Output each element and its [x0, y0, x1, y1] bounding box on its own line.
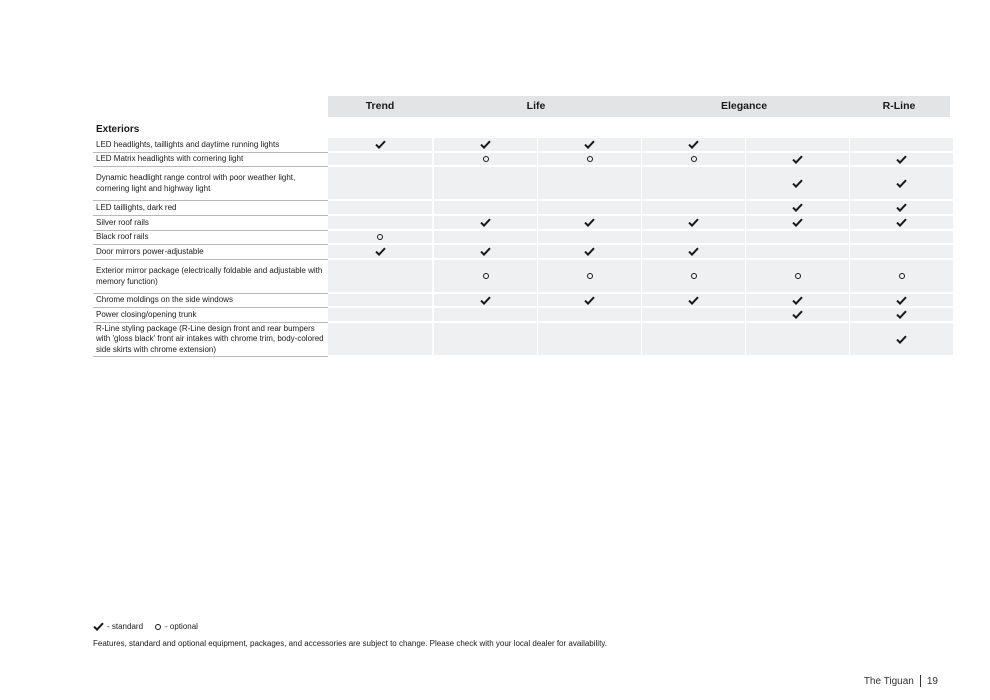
- feature-cell: [641, 153, 745, 165]
- standard-check-icon: [688, 218, 699, 227]
- feature-cell: [433, 153, 537, 165]
- optional-circle-icon: [483, 156, 489, 162]
- standard-check-icon: [896, 179, 907, 188]
- table-row: [93, 231, 950, 245]
- feature-cells: [328, 138, 950, 153]
- feature-label: Door mirrors power-adjustable: [96, 246, 204, 256]
- table-row: [93, 216, 950, 231]
- optional-circle-icon: [155, 624, 161, 630]
- feature-cells: [328, 245, 950, 260]
- feature-cells: [328, 201, 950, 216]
- standard-check-icon: [688, 140, 699, 149]
- feature-cell: [328, 308, 432, 321]
- table-row: [93, 308, 950, 323]
- feature-cell: [745, 323, 849, 355]
- legend: [93, 622, 198, 631]
- feature-cell: [745, 201, 849, 214]
- feature-cells: [328, 153, 950, 167]
- feature-cell: [433, 231, 537, 243]
- optional-circle-icon: [377, 234, 383, 240]
- feature-cell: [537, 153, 641, 165]
- standard-check-icon: [480, 296, 491, 305]
- feature-cell: [745, 216, 849, 229]
- standard-check-icon: [896, 203, 907, 212]
- standard-check-icon: [375, 140, 386, 149]
- standard-check-icon: [896, 335, 907, 344]
- feature-cells: [328, 260, 950, 294]
- feature-label-cell: [93, 201, 328, 216]
- standard-check-icon: [792, 296, 803, 305]
- table-row: [93, 245, 950, 260]
- table-row: [93, 167, 950, 201]
- feature-cell: [537, 231, 641, 243]
- feature-label: Silver roof rails: [96, 217, 149, 227]
- table-row: [93, 294, 950, 308]
- feature-cell: [641, 216, 745, 229]
- feature-label-cell: [93, 260, 328, 294]
- section-title: Exteriors: [96, 124, 140, 135]
- feature-cell: [328, 260, 432, 292]
- standard-check-icon: [896, 310, 907, 319]
- table-row: [93, 153, 950, 167]
- feature-cell: [849, 260, 953, 292]
- page-footer: [864, 675, 938, 687]
- legend-standard: - standard: [107, 622, 144, 631]
- feature-label: Black roof rails: [96, 232, 149, 242]
- feature-cell: [328, 323, 432, 355]
- table-row: [93, 323, 950, 357]
- feature-cells: [328, 167, 950, 201]
- standard-check-icon: [688, 247, 699, 256]
- feature-label-cell: [93, 167, 328, 201]
- feature-cell: [537, 294, 641, 306]
- footer-divider: [920, 675, 921, 687]
- feature-cell: [641, 308, 745, 321]
- feature-cell: [328, 294, 432, 306]
- standard-check-icon: [375, 247, 386, 256]
- feature-label-cell: [93, 153, 328, 167]
- feature-cell: [849, 308, 953, 321]
- feature-cell: [328, 138, 432, 151]
- feature-label: Exterior mirror package (electrically foldable and adjustable with memory function): [96, 266, 323, 286]
- feature-label-cell: [93, 231, 328, 245]
- standard-check-icon: [584, 140, 595, 149]
- feature-cell: [433, 216, 537, 229]
- feature-cell: [537, 245, 641, 258]
- feature-cell: [745, 167, 849, 199]
- feature-label: Dynamic headlight range control with poor weather light, cornering light and highway light: [96, 173, 296, 193]
- table-row: [93, 138, 950, 153]
- feature-label: LED taillights, dark red: [96, 202, 177, 212]
- feature-cell: [745, 153, 849, 165]
- feature-cell: [849, 201, 953, 214]
- footer-title: The Tiguan: [863, 675, 914, 687]
- standard-check-icon: [792, 310, 803, 319]
- feature-cell: [328, 216, 432, 229]
- feature-cell: [328, 201, 432, 214]
- feature-cells: [328, 323, 950, 357]
- feature-cell: [745, 260, 849, 292]
- feature-label-cell: [93, 308, 328, 323]
- feature-cell: [328, 231, 432, 243]
- column-header-life: Life: [526, 100, 546, 112]
- feature-cell: [849, 245, 953, 258]
- feature-cell: [537, 138, 641, 151]
- feature-cell: [641, 294, 745, 306]
- feature-cell: [433, 167, 537, 199]
- standard-check-icon: [792, 218, 803, 227]
- feature-cell: [433, 260, 537, 292]
- standard-check-icon: [792, 179, 803, 188]
- standard-check-icon: [93, 622, 104, 631]
- feature-label-cell: [93, 323, 328, 357]
- feature-cell: [641, 245, 745, 258]
- optional-circle-icon: [795, 273, 801, 279]
- feature-cell: [537, 308, 641, 321]
- feature-cell: [641, 138, 745, 151]
- feature-cells: [328, 308, 950, 323]
- feature-label: LED headlights, taillights and daytime running lights: [96, 139, 280, 149]
- standard-check-icon: [584, 247, 595, 256]
- feature-cell: [745, 308, 849, 321]
- feature-cell: [745, 138, 849, 151]
- standard-check-icon: [584, 218, 595, 227]
- feature-cell: [328, 153, 432, 165]
- feature-cell: [433, 323, 537, 355]
- feature-cell: [433, 245, 537, 258]
- standard-check-icon: [480, 247, 491, 256]
- feature-cell: [745, 294, 849, 306]
- optional-circle-icon: [587, 273, 593, 279]
- feature-cell: [537, 216, 641, 229]
- feature-cells: [328, 231, 950, 245]
- feature-cell: [641, 323, 745, 355]
- standard-check-icon: [896, 218, 907, 227]
- feature-cell: [849, 231, 953, 243]
- feature-cells: [328, 294, 950, 308]
- optional-circle-icon: [899, 273, 905, 279]
- feature-cell: [745, 231, 849, 243]
- table-header: [328, 96, 950, 117]
- column-header-trend: Trend: [365, 100, 395, 112]
- column-header-r-line: R-Line: [882, 100, 916, 112]
- feature-cell: [849, 138, 953, 151]
- optional-circle-icon: [691, 273, 697, 279]
- feature-cell: [745, 245, 849, 258]
- optional-circle-icon: [691, 156, 697, 162]
- feature-cell: [433, 138, 537, 151]
- feature-label: LED Matrix headlights with cornering light: [96, 154, 244, 164]
- feature-label: Chrome moldings on the side windows: [96, 295, 233, 305]
- feature-cell: [433, 308, 537, 321]
- feature-cell: [641, 231, 745, 243]
- feature-cell: [433, 201, 537, 214]
- feature-cell: [537, 323, 641, 355]
- page-number: 19: [926, 675, 938, 687]
- feature-cell: [537, 260, 641, 292]
- standard-check-icon: [688, 296, 699, 305]
- feature-cell: [328, 245, 432, 258]
- feature-cell: [641, 167, 745, 199]
- feature-cell: [641, 260, 745, 292]
- table-row: [93, 201, 950, 216]
- feature-label-cell: [93, 245, 328, 260]
- standard-check-icon: [896, 296, 907, 305]
- feature-label-cell: [93, 216, 328, 231]
- standard-check-icon: [480, 218, 491, 227]
- legend-optional: - optional: [165, 622, 198, 631]
- optional-circle-icon: [587, 156, 593, 162]
- feature-cells: [328, 216, 950, 231]
- feature-label-cell: [93, 294, 328, 308]
- standard-check-icon: [792, 203, 803, 212]
- feature-cell: [641, 201, 745, 214]
- feature-cell: [849, 294, 953, 306]
- feature-cell: [849, 167, 953, 199]
- feature-label: Power closing/opening trunk: [96, 309, 197, 319]
- feature-cell: [849, 216, 953, 229]
- feature-label: R-Line styling package (R-Line design front and rear bumpers with 'gloss black' front air intakes with chrome trim, body-colored side skirts with chrome extension): [96, 323, 324, 354]
- optional-circle-icon: [483, 273, 489, 279]
- feature-cell: [537, 167, 641, 199]
- feature-label-cell: [93, 138, 328, 153]
- feature-cell: [849, 153, 953, 165]
- standard-check-icon: [896, 155, 907, 164]
- standard-check-icon: [584, 296, 595, 305]
- standard-check-icon: [792, 155, 803, 164]
- feature-cell: [328, 167, 432, 199]
- feature-cell: [849, 323, 953, 355]
- column-header-elegance: Elegance: [720, 100, 768, 112]
- standard-check-icon: [480, 140, 491, 149]
- feature-cell: [537, 201, 641, 214]
- table-row: [93, 260, 950, 294]
- feature-cell: [433, 294, 537, 306]
- availability-note: Features, standard and optional equipment, packages, and accessories are subject to change. Please check with your local dealer for availability.: [93, 639, 607, 648]
